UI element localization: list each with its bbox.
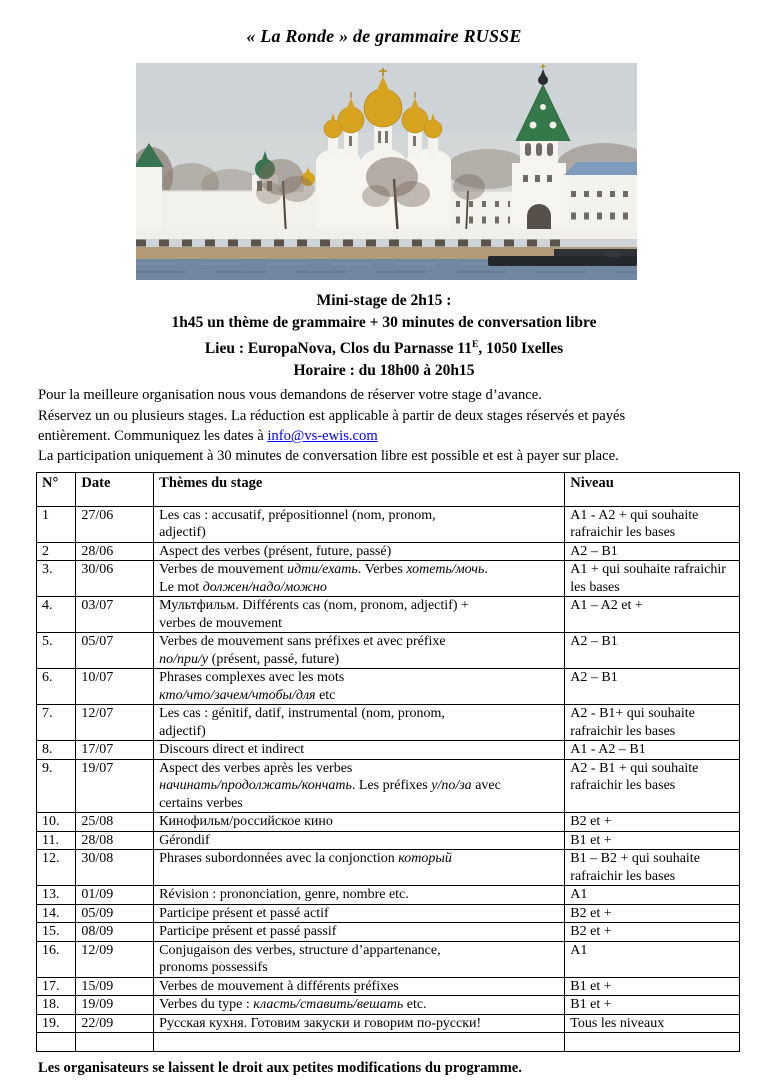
cell-num: 10. — [37, 813, 76, 832]
cell-num: 14. — [37, 904, 76, 923]
cell-niveau: B2 et + — [565, 813, 740, 832]
cell-theme: Aspect des verbes après les verbes начинать/продолжать/кончать. Les préfixes у/по/за avec certains verbes — [154, 759, 565, 813]
cell-num: 16. — [37, 941, 76, 977]
table-row — [37, 1033, 740, 1052]
cell-niveau: A2 – B1 — [565, 542, 740, 561]
cell-date: 19/09 — [76, 996, 154, 1015]
cell-date: 28/08 — [76, 831, 154, 850]
cell-date: 12/07 — [76, 705, 154, 741]
table-row — [37, 996, 740, 1015]
table-row — [37, 850, 740, 886]
intro-line-2: Réservez un ou plusieurs stages. La réduction est applicable à partir de deux stages réservés et payés — [38, 407, 626, 424]
cell-theme: Discours direct et indirect — [154, 741, 565, 760]
cell-niveau: A1 — [565, 886, 740, 905]
schedule-block — [0, 290, 768, 382]
cell-date: 15/09 — [76, 977, 154, 996]
intro-line-3: entièrement. Communiquez les dates à info@vs-ewis.com — [38, 427, 378, 444]
cell-num: 7. — [37, 705, 76, 741]
cell-date: 01/09 — [76, 886, 154, 905]
cell-niveau: B1 et + — [565, 996, 740, 1015]
cell-date: 19/07 — [76, 759, 154, 813]
contact-email-link[interactable]: info@vs-ewis.com — [267, 427, 378, 444]
cell-theme: Révision : prononciation, genre, nombre etc. — [154, 886, 565, 905]
cell-theme: Verbes de mouvement идти/ехать. Verbes хотеть/мочь. Le mot должен/надо/можно — [154, 561, 565, 597]
cell-date: 03/07 — [76, 597, 154, 633]
cell-date: 28/06 — [76, 542, 154, 561]
cell-date: 10/07 — [76, 669, 154, 705]
table-row — [37, 669, 740, 705]
cell-niveau: B1 – B2 + qui souhaite rafraichir les bases — [565, 850, 740, 886]
table-row — [37, 633, 740, 669]
schedule-line-format: 1h45 un thème de grammaire + 30 minutes de conversation libre — [171, 314, 597, 331]
cell-niveau: B1 et + — [565, 831, 740, 850]
cell-num — [37, 1033, 76, 1052]
cell-date: 30/08 — [76, 850, 154, 886]
table-row — [37, 977, 740, 996]
table-row — [37, 705, 740, 741]
table-row — [37, 813, 740, 832]
cell-theme: Мультфильм. Différents cas (nom, pronom, adjectif) + verbes de mouvement — [154, 597, 565, 633]
cell-niveau: B2 et + — [565, 904, 740, 923]
cell-niveau: A1 – A2 et + — [565, 597, 740, 633]
table-row — [37, 561, 740, 597]
cell-num: 8. — [37, 741, 76, 760]
table-row — [37, 506, 740, 542]
cell-theme — [154, 1033, 565, 1052]
cell-theme: Phrases complexes avec les mots кто/что/зачем/чтобы/для etc — [154, 669, 565, 705]
cell-date: 12/09 — [76, 941, 154, 977]
cell-theme: Gérondif — [154, 831, 565, 850]
table-row — [37, 542, 740, 561]
schedule-line-duration: Mini-stage de 2h15 : — [316, 292, 452, 309]
cell-num: 2 — [37, 542, 76, 561]
table-row — [37, 759, 740, 813]
intro-line-4: La participation uniquement à 30 minutes de conversation libre est possible et est à payer sur place. — [38, 448, 619, 465]
cell-niveau: A2 – B1 — [565, 669, 740, 705]
cell-niveau: A1 - A2 + qui souhaite rafraichir les bases — [565, 506, 740, 542]
cell-num: 18. — [37, 996, 76, 1015]
page-title: « La Ronde » de grammaire RUSSE — [246, 26, 522, 46]
cell-num: 12. — [37, 850, 76, 886]
cell-num: 19. — [37, 1014, 76, 1033]
cell-niveau: B1 et + — [565, 977, 740, 996]
stage-table-body — [37, 506, 740, 1051]
table-row — [37, 597, 740, 633]
cell-num: 3. — [37, 561, 76, 597]
cell-theme: Participe présent et passé actif — [154, 904, 565, 923]
cell-niveau: Tous les niveaux — [565, 1014, 740, 1033]
intro-line-1: Pour la meilleure organisation nous vous demandons de réserver votre stage d’avance. — [38, 387, 542, 404]
stage-table — [36, 472, 740, 1052]
cell-date: 22/09 — [76, 1014, 154, 1033]
col-header-niveau: Niveau — [565, 472, 740, 506]
cell-niveau: A2 – B1 — [565, 633, 740, 669]
schedule-line-hours: Horaire : du 18h00 à 20h15 — [293, 362, 475, 380]
cell-date: 17/07 — [76, 741, 154, 760]
schedule-line-location: Lieu : EuropaNova, Clos du Parnasse $11^E$, 1050 Ixelles — [204, 339, 564, 358]
cell-num: 17. — [37, 977, 76, 996]
cell-date: 30/06 — [76, 561, 154, 597]
cell-date: 08/09 — [76, 923, 154, 942]
intro-paragraph — [38, 385, 740, 467]
cell-date: 27/06 — [76, 506, 154, 542]
monastery-photo — [136, 63, 637, 280]
cell-niveau: A1 - A2 – B1 — [565, 741, 740, 760]
table-header-row — [37, 472, 740, 506]
table-row — [37, 941, 740, 977]
cell-num: 11. — [37, 831, 76, 850]
col-header-num: N° — [37, 472, 76, 506]
table-row — [37, 741, 740, 760]
cell-theme: Conjugaison des verbes, structure d’appartenance, pronoms possessifs — [154, 941, 565, 977]
col-header-theme: Thèmes du stage — [154, 472, 565, 506]
cell-num: 1 — [37, 506, 76, 542]
cell-theme: Les cas : génitif, datif, instrumental (nom, pronom, adjectif) — [154, 705, 565, 741]
cell-date: 25/08 — [76, 813, 154, 832]
cell-date: 05/09 — [76, 904, 154, 923]
cell-niveau: A2 - B1 + qui souhaite rafraichir les bases — [565, 759, 740, 813]
monastery-illustration — [136, 63, 637, 280]
cell-niveau: B2 et + — [565, 923, 740, 942]
table-row — [37, 831, 740, 850]
table-row — [37, 923, 740, 942]
cell-num: 13. — [37, 886, 76, 905]
cell-date — [76, 1033, 154, 1052]
cell-niveau: A1 + qui souhaite rafraichir les bases — [565, 561, 740, 597]
cell-theme: Aspect des verbes (présent, future, passé) — [154, 542, 565, 561]
cell-theme: Les cas : accusatif, prépositionnel (nom, pronom, adjectif) — [154, 506, 565, 542]
col-header-date: Date — [76, 472, 154, 506]
cell-theme: Verbes de mouvement sans préfixes et avec préfixe по/при/у (présent, passé, future) — [154, 633, 565, 669]
address-superscript: E — [471, 339, 479, 350]
table-row — [37, 904, 740, 923]
table-row — [37, 1014, 740, 1033]
cell-theme: Русская кухня. Готовим закуски и говорим по-русски! — [154, 1014, 565, 1033]
cell-num: 15. — [37, 923, 76, 942]
table-row — [37, 886, 740, 905]
cell-date: 05/07 — [76, 633, 154, 669]
cell-num: 9. — [37, 759, 76, 813]
footer-note: Les organisateurs se laissent le droit aux petites modifications du programme. — [38, 1059, 522, 1076]
cell-niveau: A1 — [565, 941, 740, 977]
cell-num: 5. — [37, 633, 76, 669]
cell-theme: Verbes de mouvement à différents préfixes — [154, 977, 565, 996]
cell-theme: Phrases subordonnées avec la conjonction который — [154, 850, 565, 886]
cell-niveau: A2 - B1+ qui souhaite rafraichir les bases — [565, 705, 740, 741]
cell-num: 6. — [37, 669, 76, 705]
cell-theme: Participe présent et passé passif — [154, 923, 565, 942]
cell-theme: Verbes du type : класть/ставить/вешать etc. — [154, 996, 565, 1015]
cell-theme: Кинофильм/российское кино — [154, 813, 565, 832]
cell-niveau — [565, 1033, 740, 1052]
cell-num: 4. — [37, 597, 76, 633]
